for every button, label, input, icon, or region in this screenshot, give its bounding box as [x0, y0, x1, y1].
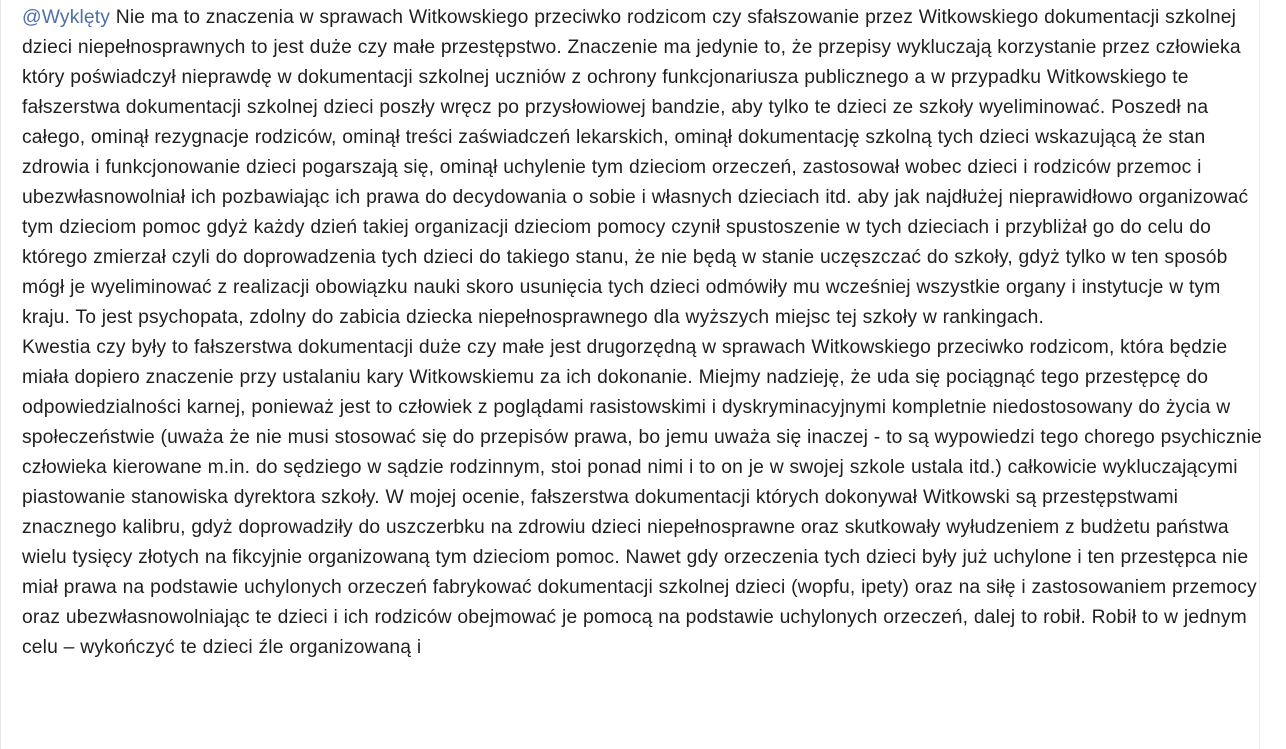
comment-paragraph	[22, 3, 1262, 333]
paragraph-text: Kwestia czy były to fałszerstwa dokumentacji duże czy małe jest drugorzędną w sprawach Witkowskiego przeciwko rodzicom, która będzie miała dopiero znaczenie przy ustalaniu kary Witkowskiemu za ich dokonanie. Miejmy nadzieję, że uda się pociągnąć tego przestępcę do odpowiedzialności karnej, ponieważ jest to człowiek z poglądami rasistowskimi i dyskryminacyjnymi kompletnie niedostosowany do życia w społeczeństwie (uważa że nie musi stosować się do przepisów prawa, bo jemu uważa się inaczej - to są wypowiedzi tego chorego psychicznie człowieka kierowane m.in. do sędziego w sądzie rodzinnym, stoi ponad nimi i to on je w swojej szkole ustala itd.) całkowicie wykluczającymi piastowanie stanowiska dyrektora szkoły. W mojej ocenie, fałszerstwa dokumentacji których dokonywał Witkowski są przestępstwami znacznego kalibru, gdyż doprowadziły do uszczerbku na zdrowiu dzieci niepełnosprawne oraz skutkowały wyłudzeniem z budżetu państwa wielu tysięcy złotych na fikcyjnie organizowaną tym dzieciom pomoc. Nawet gdy orzeczenia tych dzieci były już uchylone i ten przestępca nie miał prawa na podstawie uchylonych orzeczeń fabrykować dokumentacji szkolnej dzieci (wopfu, ipety) oraz na siłę i zastosowaniem przemocy oraz ubezwłasnowolniając te dzieci i ich rodziców obejmować je pomocą na podstawie uchylonych orzeczeń, dalej to robił. Robił to w jednym celu – wykończyć te dzieci źle organizowaną i	[22, 337, 1262, 658]
comment-body	[22, 3, 1262, 663]
user-mention-link[interactable]: @Wyklęty	[22, 7, 111, 28]
comment-paragraph	[22, 333, 1262, 663]
left-border	[0, 0, 1, 749]
paragraph-text: Nie ma to znaczenia w sprawach Witkowskiego przeciwko rodzicom czy sfałszowanie przez Witkowskiego dokumentacji szkolnej dzieci niepełnosprawnych to jest duże czy małe przestępstwo. Znaczenie ma jedynie to, że przepisy wykluczają korzystanie przez człowieka który poświadczył nieprawdę w dokumentacji szkolnej uczniów z ochrony funkcjonariusza publicznego a w przypadku Witkowskiego te fałszerstwa dokumentacji szkolnej dzieci poszły wręcz po przysłowiowej bandzie, aby tylko te dzieci ze szkoły wyeliminować. Poszedł na całego, ominął rezygnacje rodziców, ominął treści zaświadczeń lekarskich, ominął dokumentację szkolną tych dzieci wskazującą że stan zdrowia i funkcjonowanie dzieci pogarszają się, ominął uchylenie tym dzieciom orzeczeń, zastosował wobec dzieci i rodziców przemoc i ubezwłasnowolniał ich pozbawiając ich prawa do decydowania o sobie i własnych dzieciach itd. aby jak najdłużej nieprawidłowo organizować tym dzieciom pomoc gdyż każdy dzień takiej organizacji dzieciom pomocy czynił spustoszenie w tych dzieciach i przybliżał go do celu do którego zmierzał czyli do doprowadzenia tych dzieci do takiego stanu, że nie będą w stanie uczęszczać do szkoły, gdyż tylko w ten sposób mógł je wyeliminować z realizacji obowiązku nauki skoro usunięcia tych dzieci odmówiły mu wcześniej wszystkie organy i instytucje w tym kraju. To jest psychopata, zdolny do zabicia dziecka niepełnosprawnego dla wyższych miejsc tej szkoły w rankingach.	[22, 7, 1249, 328]
